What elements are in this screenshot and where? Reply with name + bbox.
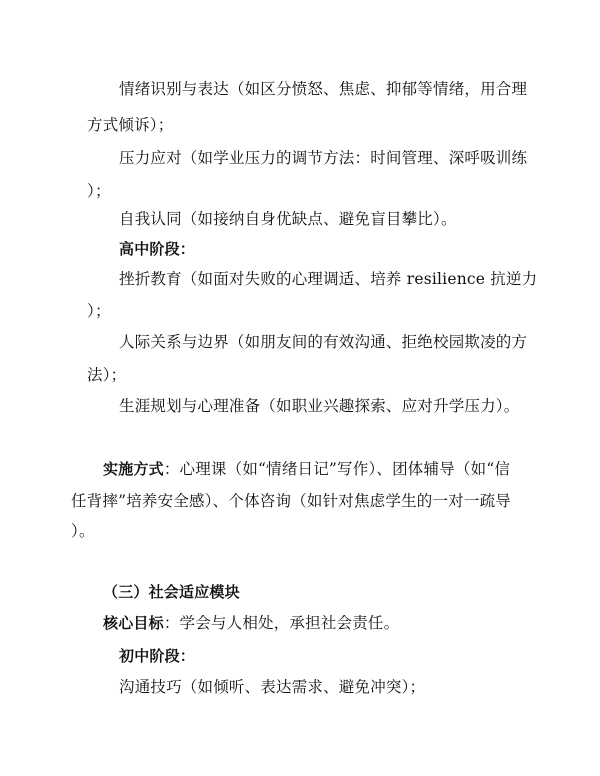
high-school-heading: 高中阶段： — [119, 240, 196, 258]
implementation-label: 实施方式 — [103, 460, 164, 478]
core-goal-text: ：学会与人相处，承担社会责任。 — [163, 614, 400, 632]
implementation-line-1 — [103, 458, 510, 480]
emotion-item-2-line-1: 压力应对（如学业压力的调节方法：时间管理、深呼吸训练 — [119, 149, 528, 167]
emotion-item-1-line-2: 方式倾诉）； — [87, 116, 174, 134]
emotion-item-3: 自我认同（如接纳自身优缺点、避免盲目攀比）。 — [119, 210, 457, 228]
high-school-item-2-line-2: 法）； — [87, 366, 127, 384]
high-school-item-1-line-1: 挫折教育（如面对失败的心理调适、培养 resilience 抗逆力 — [119, 270, 538, 288]
middle-school-item-1: 沟通技巧（如倾听、表达需求、避免冲突）； — [119, 678, 426, 696]
core-goal-label: 核心目标 — [103, 614, 164, 632]
middle-school-heading: 初中阶段： — [119, 647, 196, 665]
section-3-title: （三）社会适应模块 — [103, 583, 240, 601]
implementation-line-2: 任背摔”培养安全感）、个体咨询（如针对焦虑学生的一对一疏导 — [71, 492, 511, 510]
emotion-item-2-line-2: ）； — [87, 182, 111, 200]
emotion-item-1-line-1: 情绪识别与表达（如区分愤怒、焦虑、抑郁等情绪，用合理 — [119, 80, 528, 98]
high-school-item-3: 生涯规划与心理准备（如职业兴趣探索、应对升学压力）。 — [119, 397, 520, 415]
core-goal-line — [103, 612, 399, 634]
high-school-item-1-line-2: ）； — [87, 302, 111, 320]
high-school-item-2-line-1: 人际关系与边界（如朋友间的有效沟通、拒绝校园欺凌的方 — [119, 333, 528, 351]
implementation-line-1-text: ：心理课（如“情绪日记”写作）、团体辅导（如“信 — [163, 460, 511, 478]
implementation-line-3: ）。 — [71, 522, 95, 540]
